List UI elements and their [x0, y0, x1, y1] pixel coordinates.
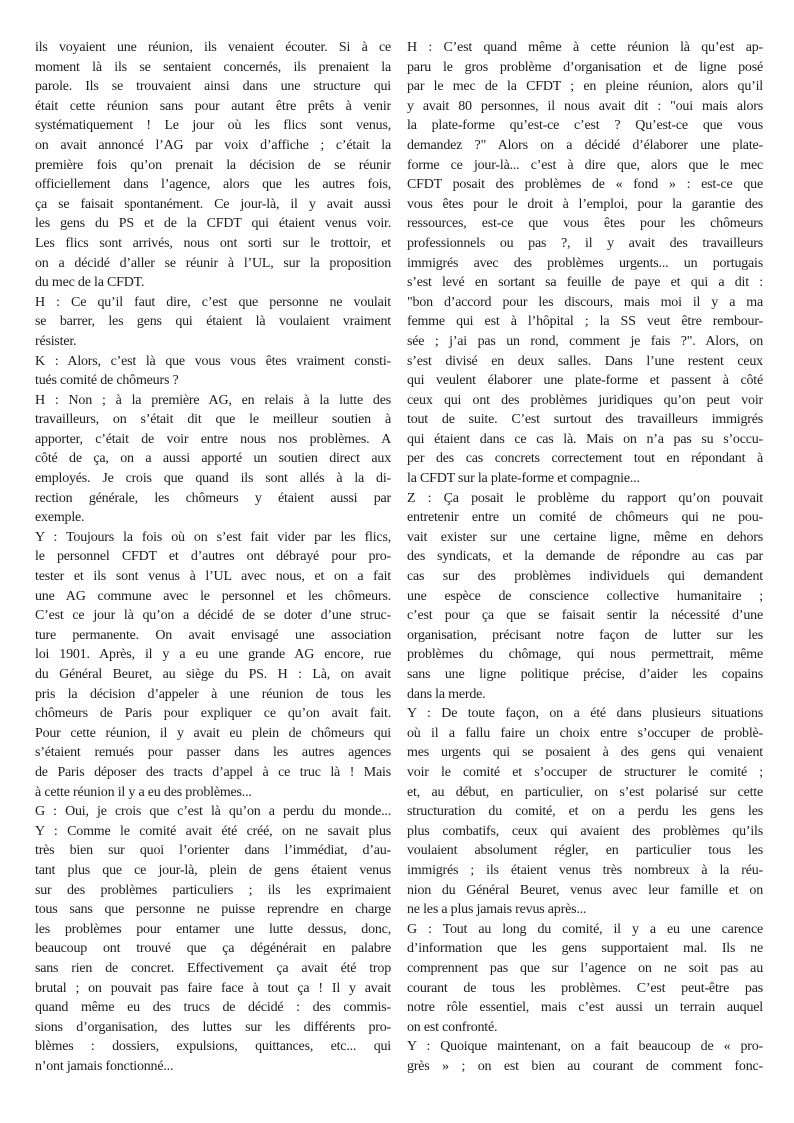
text-line: systématiquement ! Le jour où les flics sont venus, — [35, 118, 391, 134]
text-line: rection générale, les chômeurs y étaient aussi par — [35, 490, 391, 506]
text-line: où il a fallu faire un choix entre s’occuper de problè- — [407, 725, 763, 741]
text-line: tester et ils sont venus à l’UL avec nous, et on a fait — [35, 569, 391, 585]
text-line: dans la merde. — [407, 686, 486, 702]
text-line: voulaient absolument régler, en particulier tous les — [407, 843, 763, 859]
text-line: se barrer, les gens qui étaient là voulaient vraiment — [35, 314, 391, 330]
text-line: nion du Général Beuret, venus avec leur famille et on — [407, 882, 763, 898]
text-line: par le mec de la CFDT ; en pleine réunion, alors qu’il — [407, 79, 763, 95]
text-line: sur des problèmes particuliers ; ils les exprimaient — [35, 882, 391, 898]
text-line: on avait annoncé l’AG par voix d’affiche ; c’était la — [35, 137, 391, 153]
text-line: CFDT posait des problèmes de « fond » : est-ce que — [407, 177, 763, 193]
text-line: femme qui est à l’hôpital ; la SS veut être rembour- — [407, 314, 763, 330]
text-line: parole. Ils se trouvaient ainsi dans une structure qui — [35, 79, 391, 95]
text-line: Y : Quoique maintenant, on a fait beaucoup de « pro- — [407, 1039, 763, 1055]
text-line: "bon d’accord pour les discours, mais moi il y a ma — [407, 294, 763, 310]
text-line: Z : Ça posait le problème du rapport qu’on pouvait — [407, 490, 763, 506]
text-line: qui veulent élaborer une plate-forme et passent à côté — [407, 373, 763, 389]
text-line: Y : De toute façon, on a été dans plusieurs situations — [407, 706, 763, 722]
text-line: du mec de la CFDT. — [35, 275, 145, 291]
text-line: grès » ; on est bien au courant de comment fonc- — [407, 1058, 763, 1074]
paragraph — [407, 704, 763, 920]
text-line: vait exister sur une certaine ligne, même en dehors — [407, 529, 763, 545]
text-line: Y : Toujours la fois où on s’est fait vider par les flics, — [35, 529, 391, 545]
text-line: c’est pour ça que se faisait sentir la nécessité d’une — [407, 608, 763, 624]
text-line: le personnel CFDT et d’autres ont débrayé pour pro- — [35, 549, 391, 565]
text-line: structuration du comité, et on a perdu les gens les — [407, 804, 763, 820]
text-line: officiellement dans l’agence, alors que les autres fois, — [35, 177, 391, 193]
text-line: sans une ligne politique précise, d’aider les copains — [407, 667, 763, 682]
text-line: Les flics sont arrivés, nous ont sorti sur le trottoir, et — [35, 235, 391, 251]
text-line: beaucoup ont trouvé que ça dégénérait en palabre — [35, 941, 391, 957]
text-line: on est confronté. — [407, 1019, 498, 1035]
paragraph — [35, 822, 391, 1077]
text-line: per des cas concrets correctement tout en répondant à — [407, 451, 763, 467]
text-line: d’information que les gens supportaient mal. Ils ne — [407, 941, 763, 957]
text-line: chômeurs de Paris pour expliquer ce qu’on avait fait. — [35, 706, 391, 722]
paragraph — [407, 1037, 763, 1076]
text-line: apporter, c’était de voir entre nous nos problèmes. A — [35, 431, 391, 447]
text-line: de Paris déposer des tracts d’appel à ce truc là ! Mais — [35, 764, 391, 780]
paragraph — [35, 293, 391, 352]
text-line: ture permanente. On avait envisagé une association — [35, 627, 391, 643]
paragraph — [35, 528, 391, 802]
text-line: sions d’organisation, des luttes sur les différents pro- — [35, 1019, 391, 1035]
text-line: et, au début, en particulier, on s’est polarisé sur cette — [407, 784, 763, 800]
text-line: G : Tout au long du comité, il y a eu une carence — [407, 921, 763, 937]
text-line: G : Oui, je crois que c’est là qu’on a perdu du monde... — [35, 804, 391, 820]
paragraph — [407, 920, 763, 1038]
text-line: très bien sur quoi l’orienter dans l’immédiat, d’au- — [35, 843, 391, 859]
text-line: pris la décision d’appeler à une réunion de tous les — [35, 686, 391, 702]
text-line: ça se faisait spontanément. Ce jour-là, il y avait aussi — [35, 196, 391, 212]
text-line: ne les a plus jamais revus après... — [407, 902, 587, 918]
text-line: une AG commune avec le personnel et les chômeurs. — [35, 588, 391, 604]
text-line: tués comité de chômeurs ? — [35, 373, 179, 389]
text-line: tant plus que ce jour-là, plein de gens étaient venus — [35, 862, 391, 878]
text-line: immigrés avec des problèmes urgents... un portugais — [407, 255, 763, 271]
text-line: quand même eu des trucs de décidé : des commis- — [35, 1000, 391, 1016]
text-line: professionnels ou pas ?, il y avait des travailleurs — [407, 235, 763, 251]
text-line: exemple. — [35, 510, 85, 526]
text-line: était cette réunion sans pour autant être prêts à venir — [35, 98, 391, 114]
text-line: paru le gros problème d’organisation et de ligne posé — [407, 59, 763, 75]
text-line: loi 1901. Après, il y a eu une grande AG encore, rue — [35, 647, 391, 663]
text-line: sans rien de concret. Effectivement ça avait été trop — [35, 960, 391, 976]
text-line: C’est ce jour là qu’on a décidé de se doter d’une struc- — [35, 608, 391, 624]
paragraph — [407, 38, 763, 489]
text-line: demandez ?" Alors on a décidé d’élaborer une plate- — [407, 137, 763, 153]
text-line: la CFDT sur la plate-forme et compagnie... — [407, 471, 640, 487]
text-line: cas sur des problèmes individuels qui demandent — [407, 569, 763, 585]
text-line: entretenir entre un comité de chômeurs qui ne pou- — [407, 510, 763, 526]
text-line: tous sans que personne ne puisse reprendre en charge — [35, 902, 391, 918]
text-line: sée ; j’ai pas un rond, comment je fais ?". Alors, on — [407, 333, 763, 349]
text-line: forme ce jour-là... c’est à dire que, alors que le mec — [407, 157, 763, 173]
text-line: ceux qui ont des problèmes juridiques qu’on peut voir — [407, 392, 763, 408]
text-line: la plate-forme qu’est-ce c’est ? Qu’est-ce que vous — [407, 118, 763, 134]
text-line: qui étaient dans ce cas là. Mais on n’a pas su s’occu- — [407, 431, 763, 447]
paragraph — [35, 391, 391, 528]
text-line: ils voyaient une réunion, ils venaient écouter. Si à ce — [35, 40, 391, 55]
text-column-right — [407, 38, 763, 1076]
text-line: s’est levé en sortant sa feuille de paye et qui a dit : — [407, 275, 763, 291]
text-line: Pour cette réunion, il y avait eu plein de chômeurs qui — [35, 725, 391, 741]
text-line: comprennent pas que sur l’agence on ne soit pas au — [407, 960, 763, 976]
text-line: Y : Comme le comité avait été créé, on ne savait plus — [35, 823, 391, 839]
text-line: à cette réunion il y a eu des problèmes... — [35, 784, 252, 800]
text-line: vous êtes pour le droit à l’emploi, pour la garantie des — [407, 196, 763, 212]
paragraph — [35, 38, 391, 293]
text-line: problèmes du chômage, qui nous permettrait, même — [407, 647, 763, 663]
text-line: s’étaient remués pour passer dans les autres agences — [35, 745, 391, 761]
text-line: tout de suite. C’est surtout des travailleurs immigrés — [407, 412, 763, 428]
paragraph — [35, 802, 391, 822]
text-line: immigrés ; ils étaient venus très nombreux à la réu- — [407, 862, 763, 878]
text-line: courant de tous les problèmes. C’est peut-être pas — [407, 980, 763, 996]
text-line: travailleurs, on s’était dit que le meilleur soutien à — [35, 412, 391, 428]
text-line: première fois qu’on prenait la décision de se réunir — [35, 157, 391, 173]
text-line: H : Ce qu’il faut dire, c’est que personne ne voulait — [35, 294, 391, 310]
text-line: blèmes : dossiers, expulsions, quittances, etc... qui — [35, 1039, 391, 1055]
text-line: mes urgents qui se posaient à des gens qui venaient — [407, 745, 763, 761]
text-line: les gens du PS et de la CFDT qui étaient venus voir. — [35, 216, 391, 232]
text-line: notre rôle essentiel, mais c’est aussi un terrain auquel — [407, 1000, 763, 1016]
text-line: employés. Je crois que quand ils sont allés à la di- — [35, 471, 391, 487]
text-line: on a décidé d’aller se réunir à l’UL, sur la proposition — [35, 255, 391, 271]
text-column-left — [35, 38, 391, 1076]
text-line: côté de ça, on a aussi apporté un soutien direct aux — [35, 451, 391, 467]
text-line: les problèmes pour entamer une lutte dessus, donc, — [35, 921, 391, 937]
text-line: voir le comité et s’occuper de structurer le comité ; — [407, 764, 763, 780]
text-line: résister. — [35, 333, 77, 349]
text-line: H : C’est quand même à cette réunion là qu’est ap- — [407, 40, 763, 55]
text-line: du Général Beuret, au siège du PS. H : Là, on avait — [35, 667, 391, 682]
text-line: des syndicats, et la demande de répondre au cas par — [407, 549, 763, 565]
text-line: une espèce de conscience collective humanitaire ; — [407, 588, 763, 604]
paragraph — [35, 352, 391, 391]
text-line: moment là ils se sentaient concernés, ils prenaient la — [35, 59, 391, 75]
columns — [35, 38, 763, 1076]
text-line: H : Non ; à la première AG, en relais à la lutte des — [35, 392, 391, 408]
text-line: n’ont jamais fonctionné... — [35, 1058, 174, 1074]
text-line: brutal ; on pouvait pas faire face à tout ça ! Il y avait — [35, 980, 391, 996]
text-line: ressources, est-ce que vous êtes pour les chômeurs — [407, 216, 763, 232]
paragraph — [407, 489, 763, 705]
text-line: plus combatifs, ceux qui avaient des problèmes qu’ils — [407, 823, 763, 839]
text-line: s’est divisé en deux salles. Dans l’une restent ceux — [407, 353, 763, 369]
text-line: organisation, précisant notre façon de lutter sur les — [407, 627, 763, 643]
text-line: K : Alors, c’est là que vous vous êtes vraiment consti- — [35, 353, 391, 369]
text-line: y avait 80 personnes, il nous avait dit : "oui mais alors — [407, 98, 763, 114]
